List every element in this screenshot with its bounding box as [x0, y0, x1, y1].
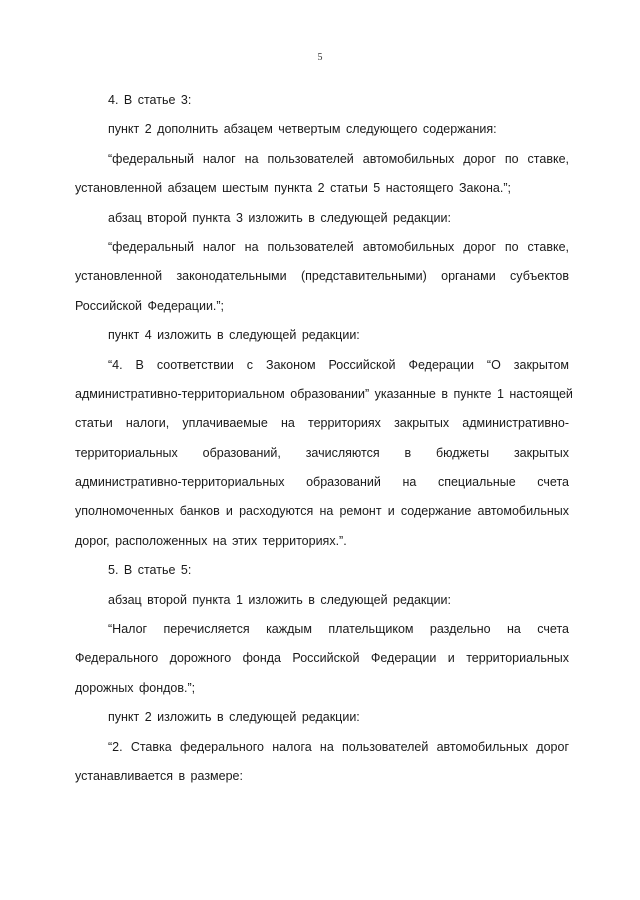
text-line: Российской Федерации.”; [75, 298, 225, 313]
text-line: установленной абзацем шестым пункта 2 статьи 5 настоящего Закона.”; [75, 181, 511, 196]
text-line: пункт 2 дополнить абзацем четвертым следующего содержания: [108, 122, 497, 137]
text-line: пункт 2 изложить в следующей редакции: [108, 710, 360, 725]
text-line: административно-территориальном образовании” указанные в пункте 1 настоящей [75, 386, 573, 401]
text-line: 5. В статье 5: [108, 563, 192, 578]
text-line: “2. Ставка федерального налога на пользователей автомобильных дорог [108, 739, 569, 754]
text-line: “федеральный налог на пользователей автомобильных дорог по ставке, [108, 239, 569, 254]
text-line: устанавливается в размере: [75, 768, 243, 783]
text-line: установленной законодательными (представительными) органами субъектов [75, 269, 569, 284]
text-line: дорожных фондов.”; [75, 680, 196, 695]
text-line: Федерального дорожного фонда Российской Федерации и территориальных [75, 651, 569, 666]
text-line: “4. В соответствии с Законом Российской Федерации “О закрытом [108, 357, 569, 372]
text-line: “Налог перечисляется каждым плательщиком раздельно на счета [108, 622, 569, 637]
text-line: дорог, расположенных на этих территориях.”. [75, 533, 347, 548]
text-line: уполномоченных банков и расходуются на ремонт и содержание автомобильных [75, 504, 569, 519]
text-line: абзац второй пункта 3 изложить в следующей редакции: [108, 210, 451, 225]
text-line: абзац второй пункта 1 изложить в следующей редакции: [108, 592, 451, 607]
text-line: 4. В статье 3: [108, 93, 192, 107]
text-line: пункт 4 изложить в следующей редакции: [108, 328, 360, 343]
document-body [75, 86, 573, 791]
text-line: “федеральный налог на пользователей автомобильных дорог по ставке, [108, 151, 569, 166]
text-line: территориальных образований, зачисляются в бюджеты закрытых [75, 445, 569, 460]
text-line: административно-территориальных образований на специальные счета [75, 475, 569, 490]
page-number: 5 [317, 52, 323, 63]
text-line: статьи налоги, уплачиваемые на территориях закрытых административно- [75, 416, 569, 431]
